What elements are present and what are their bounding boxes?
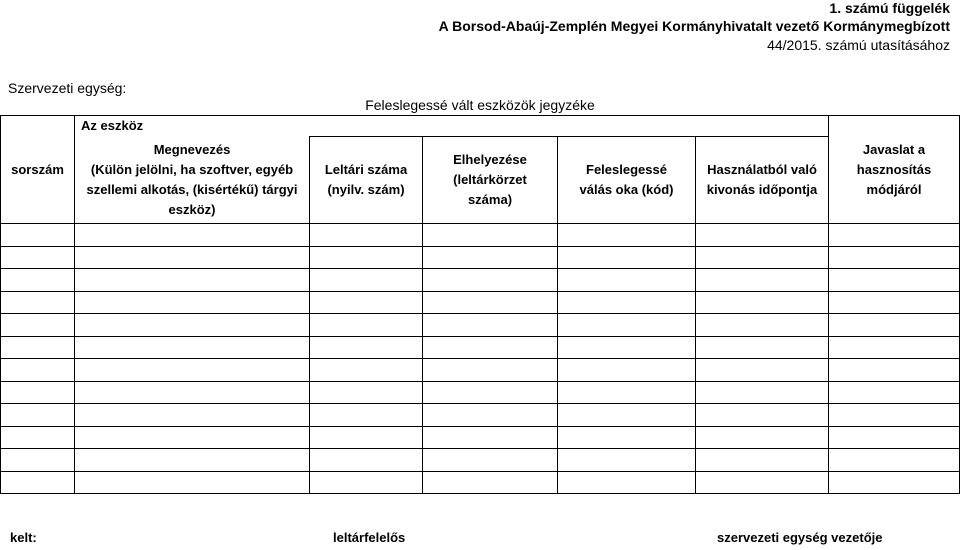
table-row	[1, 404, 960, 427]
instruction-reference: 44/2015. számú utasításához	[767, 37, 950, 53]
table-cell[interactable]	[423, 224, 558, 247]
table-cell[interactable]	[558, 314, 696, 337]
table-cell[interactable]	[75, 426, 310, 449]
table-cell[interactable]	[829, 314, 960, 337]
table-row	[1, 246, 960, 269]
table-row	[1, 269, 960, 292]
sheet-title: Feleslegessé vált eszközök jegyzéke	[365, 97, 595, 113]
table-cell[interactable]	[423, 449, 558, 472]
table-cell[interactable]	[75, 381, 310, 404]
date-label: kelt:	[10, 530, 37, 545]
table-cell[interactable]	[696, 426, 829, 449]
table-cell[interactable]	[75, 449, 310, 472]
table-cell[interactable]	[558, 471, 696, 494]
table-row	[1, 426, 960, 449]
table-cell[interactable]	[310, 224, 423, 247]
table-cell[interactable]	[1, 471, 75, 494]
table-cell[interactable]	[75, 336, 310, 359]
table-cell[interactable]	[829, 426, 960, 449]
table-cell[interactable]	[696, 449, 829, 472]
table-cell[interactable]	[423, 269, 558, 292]
table-cell[interactable]	[696, 359, 829, 382]
table-cell[interactable]	[558, 449, 696, 472]
inventory-officer-label: leltárfelelős	[333, 530, 406, 545]
table-cell[interactable]	[75, 291, 310, 314]
table-row	[1, 224, 960, 247]
table-cell[interactable]	[310, 336, 423, 359]
group-header-asset: Az eszköz	[75, 116, 829, 137]
table-cell[interactable]	[1, 404, 75, 427]
table-row	[1, 471, 960, 494]
asset-table	[0, 115, 960, 494]
table-cell[interactable]	[558, 291, 696, 314]
table-cell[interactable]	[1, 224, 75, 247]
table-cell[interactable]	[829, 359, 960, 382]
table-row	[1, 291, 960, 314]
table-cell[interactable]	[75, 224, 310, 247]
col-header-reason-code: Feleslegessé válás oka (kód)	[558, 137, 696, 224]
col-header-inventory-number: Leltári száma (nyilv. szám)	[310, 137, 423, 224]
organizational-unit-label: Szervezeti egység:	[8, 80, 127, 96]
table-cell[interactable]	[423, 336, 558, 359]
table-cell[interactable]	[696, 291, 829, 314]
appendix-number: 1. számú függelék	[829, 0, 950, 16]
table-cell[interactable]	[310, 381, 423, 404]
table-cell[interactable]	[75, 404, 310, 427]
table-cell[interactable]	[1, 246, 75, 269]
table-cell[interactable]	[829, 269, 960, 292]
table-cell[interactable]	[310, 246, 423, 269]
table-row	[1, 381, 960, 404]
table-cell[interactable]	[829, 381, 960, 404]
table-cell[interactable]	[310, 426, 423, 449]
table-row	[1, 336, 960, 359]
table-cell[interactable]	[75, 246, 310, 269]
table-cell[interactable]	[829, 471, 960, 494]
table-cell[interactable]	[1, 426, 75, 449]
table-cell[interactable]	[310, 404, 423, 427]
table-cell[interactable]	[829, 246, 960, 269]
table-cell[interactable]	[423, 381, 558, 404]
table-cell[interactable]	[558, 336, 696, 359]
table-cell[interactable]	[310, 291, 423, 314]
table-cell[interactable]	[696, 381, 829, 404]
table-cell[interactable]	[829, 224, 960, 247]
table-cell[interactable]	[696, 269, 829, 292]
table-cell[interactable]	[75, 269, 310, 292]
table-cell[interactable]	[558, 224, 696, 247]
table-row	[1, 359, 960, 382]
table-cell[interactable]	[558, 359, 696, 382]
table-row	[1, 449, 960, 472]
table-cell[interactable]	[558, 381, 696, 404]
table-cell[interactable]	[423, 426, 558, 449]
table-row	[1, 314, 960, 337]
unit-head-label: szervezeti egység vezetője	[717, 530, 883, 545]
table-cell[interactable]	[75, 359, 310, 382]
table-cell[interactable]	[558, 269, 696, 292]
col-header-withdrawal-date: Használatból való kivonás időpontja	[696, 137, 829, 224]
table-cell[interactable]	[1, 269, 75, 292]
table-cell[interactable]	[310, 269, 423, 292]
table-cell[interactable]	[696, 224, 829, 247]
table-cell[interactable]	[829, 449, 960, 472]
col-header-serial: sorszám	[1, 116, 75, 224]
table-cell[interactable]	[696, 471, 829, 494]
table-cell[interactable]	[1, 291, 75, 314]
table-cell[interactable]	[310, 471, 423, 494]
table-cell[interactable]	[310, 449, 423, 472]
table-cell[interactable]	[829, 404, 960, 427]
table-cell[interactable]	[696, 336, 829, 359]
table-cell[interactable]	[423, 471, 558, 494]
table-cell[interactable]	[423, 404, 558, 427]
table-cell[interactable]	[1, 381, 75, 404]
table-cell[interactable]	[310, 359, 423, 382]
table-cell[interactable]	[829, 291, 960, 314]
table-cell[interactable]	[75, 314, 310, 337]
table-cell[interactable]	[558, 246, 696, 269]
col-header-proposal: Javaslat a hasznosítás módjáról	[829, 116, 960, 224]
table-cell[interactable]	[1, 449, 75, 472]
col-header-name: Megnevezés (Külön jelölni, ha szoftver, egyéb szellemi alkotás, (kisértékű) tárgyi eszköz)	[75, 137, 310, 224]
table-cell[interactable]	[829, 336, 960, 359]
table-cell[interactable]	[75, 471, 310, 494]
table-cell[interactable]	[423, 291, 558, 314]
table-cell[interactable]	[1, 314, 75, 337]
table-cell[interactable]	[558, 404, 696, 427]
table-cell[interactable]	[558, 426, 696, 449]
table-cell[interactable]	[696, 314, 829, 337]
table-cell[interactable]	[423, 314, 558, 337]
issuer-line: A Borsod-Abaúj-Zemplén Megyei Kormányhivatalt vezető Kormánymegbízott	[438, 18, 950, 34]
table-cell[interactable]	[310, 314, 423, 337]
table-cell[interactable]	[423, 359, 558, 382]
table-cell[interactable]	[696, 246, 829, 269]
table-cell[interactable]	[696, 404, 829, 427]
table-cell[interactable]	[1, 359, 75, 382]
col-header-location: Elhelyezése (leltárkörzet száma)	[423, 137, 558, 224]
table-cell[interactable]	[423, 246, 558, 269]
table-cell[interactable]	[1, 336, 75, 359]
